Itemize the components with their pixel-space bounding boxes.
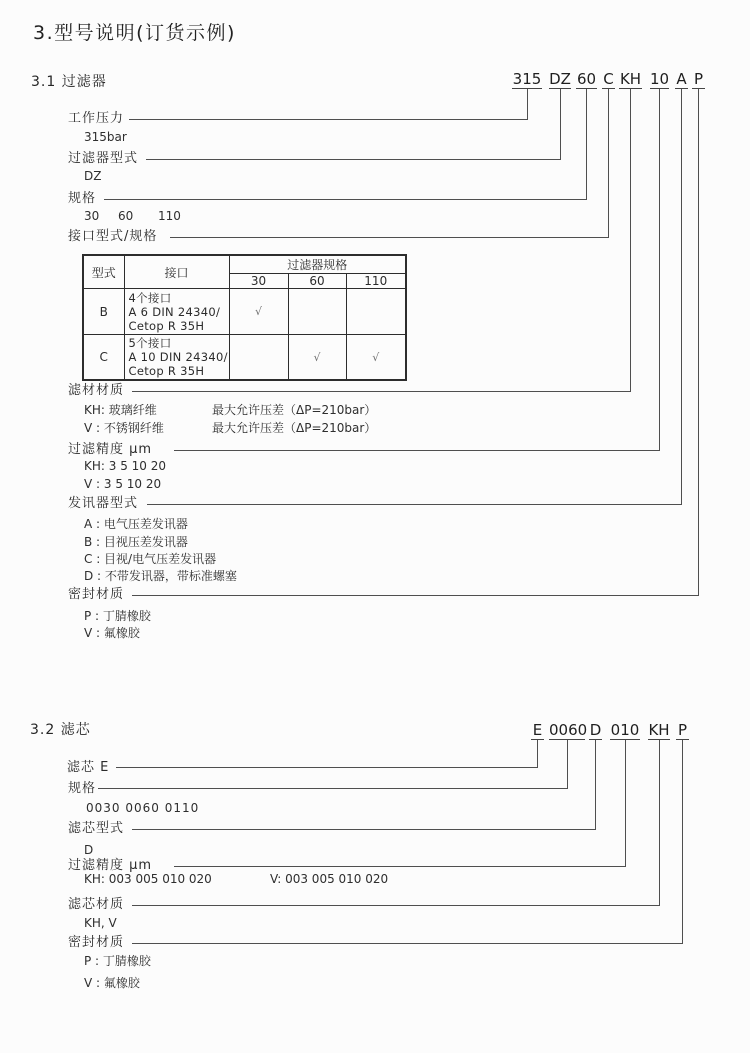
- media-option-kh: KH: 玻璃纤维: [84, 403, 157, 417]
- code-connector-element-material: [659, 740, 660, 906]
- table-cell-c-30: [229, 335, 288, 381]
- indicator-option-c: C : 目视/电气压差发讯器: [84, 552, 217, 566]
- model-code-segment-port: C: [603, 70, 614, 88]
- leader-line-element: [116, 767, 538, 768]
- leader-line-indicator-type: [147, 504, 682, 505]
- section-1-heading: 3.1 过滤器: [31, 74, 107, 90]
- table-row-c: [83, 335, 406, 381]
- label-element-precision: 过滤精度 μm: [68, 858, 153, 873]
- label-indicator-type: 发讯器型式: [68, 496, 139, 511]
- value-size-60: 60: [118, 209, 134, 223]
- code-connector-element-type: [595, 740, 596, 830]
- leader-line-size: [104, 199, 587, 200]
- element-code-segment-e: E: [532, 721, 543, 739]
- precision-option-kh: KH: 3 5 10 20: [84, 459, 167, 473]
- table-header-spec-110: 110: [346, 274, 406, 289]
- leader-line-seal-material: [132, 595, 699, 596]
- element-code-segment-type: D: [589, 721, 602, 739]
- model-code-segment-filter-type: DZ: [549, 70, 571, 88]
- table-cell-interface-b: [124, 289, 229, 335]
- seal-option-p: P : 丁腈橡胶: [84, 609, 151, 623]
- element-code-segment-size: 0060: [549, 721, 588, 739]
- table-cell-type-b: B: [83, 289, 124, 335]
- interface-line: A 6 DIN 24340/: [128, 304, 221, 319]
- label-media-material: 滤材材质: [68, 383, 125, 398]
- table-header-spec-60: 60: [288, 274, 346, 289]
- value-working-pressure: 315bar: [84, 130, 127, 144]
- label-element-material: 滤芯材质: [68, 897, 125, 912]
- code-connector-indicator: [681, 89, 682, 505]
- table-cell-type-c: C: [83, 335, 124, 381]
- table-header-spec-30: 30: [229, 274, 288, 289]
- label-port-type: 接口型式/规格: [68, 229, 158, 244]
- table-header-type: 型式: [83, 255, 124, 289]
- label-element: 滤芯 E: [67, 760, 110, 775]
- leader-line-filtration-precision: [174, 450, 660, 451]
- model-code-segment-precision: 10: [650, 70, 670, 88]
- indicator-option-b: B : 目视压差发讯器: [84, 535, 188, 549]
- indicator-option-a: A : 电气压差发讯器: [84, 517, 188, 531]
- value-element-type: D: [84, 843, 94, 857]
- code-connector-seal: [698, 89, 699, 596]
- code-connector-element-seal: [682, 740, 683, 944]
- element-code-segment-precision: 010: [610, 721, 640, 739]
- model-code-segment-indicator: A: [676, 70, 687, 88]
- indicator-option-d: D : 不带发讯器，带标准螺塞: [84, 569, 237, 583]
- code-connector-media: [630, 89, 631, 392]
- element-code-segment-seal: P: [677, 721, 688, 739]
- label-element-seal: 密封材质: [68, 935, 125, 950]
- table-cell-b-60: [288, 289, 346, 335]
- value-size-30: 30: [84, 209, 100, 223]
- port-spec-table: [82, 254, 407, 381]
- element-code-segment-material: KH: [648, 721, 670, 739]
- media-note-v: 最大允许压差（ΔP=210bar）: [212, 421, 377, 435]
- leader-line-element-precision: [174, 866, 626, 867]
- leader-line-filter-type: [146, 159, 561, 160]
- table-cell-b-110: [346, 289, 406, 335]
- code-connector-port: [608, 89, 609, 238]
- table-header-spec-group: 过滤器规格: [229, 255, 406, 274]
- table-header-interface: 接口: [124, 255, 229, 289]
- code-connector-element-size: [567, 740, 568, 789]
- table-row-b: [83, 289, 406, 335]
- leader-line-port-type: [170, 237, 609, 238]
- table-cell-b-30-checkmark: √: [229, 289, 288, 335]
- code-connector-pressure: [527, 89, 528, 120]
- element-precision-v: V: 003 005 010 020: [270, 872, 389, 886]
- interface-line: 5个接口: [128, 336, 172, 350]
- label-filter-type: 过滤器型式: [68, 151, 139, 166]
- element-precision-kh: KH: 003 005 010 020: [84, 872, 212, 886]
- model-code-segment-size: 60: [576, 70, 597, 88]
- label-working-pressure: 工作压力: [68, 111, 125, 126]
- value-size-110: 110: [158, 209, 181, 223]
- label-element-size: 规格: [68, 781, 97, 796]
- label-size: 规格: [68, 191, 97, 206]
- code-connector-precision: [659, 89, 660, 451]
- interface-line: Cetop R 35H: [128, 318, 205, 333]
- table-cell-interface-c: [124, 335, 229, 381]
- element-seal-option-v: V : 氟橡胶: [84, 976, 140, 990]
- page-title: 3.型号说明(订货示例): [33, 22, 236, 44]
- leader-line-element-type: [132, 829, 596, 830]
- model-code-segment-seal: P: [693, 70, 704, 88]
- label-filtration-precision: 过滤精度 μm: [68, 442, 153, 457]
- media-note-kh: 最大允许压差（ΔP=210bar）: [212, 403, 377, 417]
- media-option-v: V : 不锈钢纤维: [84, 421, 164, 435]
- interface-line: A 10 DIN 24340/: [128, 350, 228, 364]
- code-connector-size: [586, 89, 587, 200]
- label-element-type: 滤芯型式: [68, 821, 125, 836]
- table-cell-c-60-checkmark: √: [288, 335, 346, 381]
- value-filter-type: DZ: [84, 169, 102, 183]
- model-code-segment-media: KH: [619, 70, 642, 88]
- element-seal-option-p: P : 丁腈橡胶: [84, 954, 151, 968]
- section-2-heading: 3.2 滤芯: [30, 722, 91, 738]
- leader-line-element-seal: [132, 943, 683, 944]
- interface-line: Cetop R 35H: [128, 364, 205, 378]
- code-connector-element: [537, 740, 538, 768]
- table-cell-c-110-checkmark: √: [346, 335, 406, 381]
- leader-line-element-size: [98, 788, 568, 789]
- leader-line-working-pressure: [129, 119, 528, 120]
- label-seal-material: 密封材质: [68, 587, 125, 602]
- leader-line-media-material: [132, 391, 631, 392]
- leader-line-element-material: [132, 905, 660, 906]
- code-connector-element-precision: [625, 740, 626, 867]
- interface-line: 4个接口: [128, 290, 172, 305]
- value-element-size: 0030 0060 0110: [86, 801, 200, 815]
- seal-option-v: V : 氟橡胶: [84, 626, 140, 640]
- precision-option-v: V : 3 5 10 20: [84, 477, 162, 491]
- value-element-material: KH, V: [84, 916, 117, 930]
- model-code-segment-pressure: 315: [512, 70, 542, 88]
- code-connector-filter-type: [560, 89, 561, 160]
